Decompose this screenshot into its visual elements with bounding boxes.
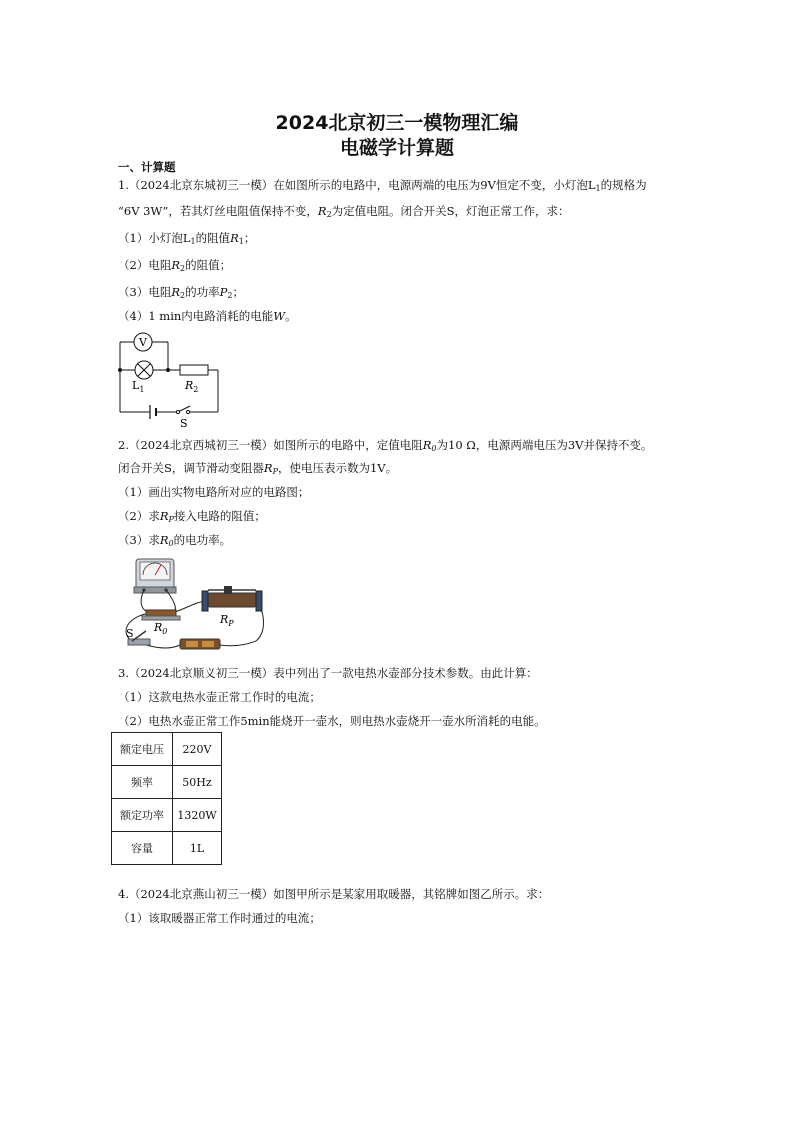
table-cell-key: 额定电压: [112, 733, 173, 766]
svg-text:V: V: [139, 336, 147, 349]
table-row: [112, 733, 222, 766]
q2-line2: 闭合开关S，调节滑动变阻器$R_P$，使电压表示数为1V。: [118, 461, 398, 476]
document-subtitle: 电磁学计算题: [339, 137, 454, 159]
q3-part1: （1）这款电热水壶正常工作时的电流；: [118, 690, 321, 704]
rheostat-device: [202, 586, 262, 611]
table-row: [112, 832, 222, 865]
q4-part1: （1）该取暖器正常工作时通过的电流；: [118, 911, 321, 925]
junction-right: [166, 368, 170, 372]
voltmeter-device: [134, 559, 176, 593]
r0-device: [142, 610, 180, 620]
q1-circuit-diagram: [112, 328, 224, 428]
switch-contact: [176, 410, 179, 413]
rp-label: $R_P$: [220, 613, 234, 628]
table-row: [112, 799, 222, 832]
q2-line1: 2.（2024北京西城初三一模）如图所示的电路中，定值电阻$R_0$为10 Ω，电源两端电压为3V并保持不变。: [118, 438, 653, 453]
table-cell-key: 容量: [112, 832, 173, 865]
table-cell-key: 额定功率: [112, 799, 173, 832]
table-cell-value: 1320W: [173, 799, 222, 832]
switch-label: S: [180, 417, 188, 428]
q1-part4: （4）1 min内电路消耗的电能W。: [118, 309, 297, 323]
table-cell-value: 220V: [173, 733, 222, 766]
document-title: 2024北京初三一模物理汇编: [275, 112, 519, 134]
voltmeter-symbol: [134, 333, 152, 351]
q4-line1: 4.（2024北京燕山初三一模）如图甲所示是某家用取暖器，其铭牌如图乙所示。求：: [118, 887, 550, 901]
q2-part1: （1）画出实物电路所对应的电路图；: [118, 485, 310, 499]
q1-line1: 1.（2024北京东城初三一模）在如图所示的电路中，电源两端的电压为9V恒定不变，小灯泡$L_1$的规格为: [118, 178, 647, 193]
q1-part3: （3）电阻$R_2$的功率$P_2$；: [118, 285, 244, 300]
table-cell-value: 1L: [173, 832, 222, 865]
q1-part1: （1）小灯泡$L_1$的阻值$R_1$；: [118, 231, 256, 246]
q2-part3: （3）求$R_0$的电功率。: [118, 533, 232, 548]
switch-contact: [186, 410, 189, 413]
kettle-spec-table: [111, 732, 222, 865]
r0-label: $R_0$: [154, 621, 168, 636]
table-cell-value: 50Hz: [173, 766, 222, 799]
lamp-label: $L_1$: [132, 379, 145, 394]
q3-part2: （2）电热水壶正常工作5min能烧开一壶水，则电热水壶烧开一壶水所消耗的电能。: [118, 714, 546, 728]
resistor-label: $R_2$: [185, 379, 199, 394]
junction-left: [118, 368, 122, 372]
section-heading: 一、计算题: [118, 160, 176, 174]
table-row: [112, 766, 222, 799]
q2-part2: （2）求$R_P$接入电路的阻值；: [118, 509, 266, 524]
q2-physical-circuit: [116, 553, 276, 655]
battery-device: [180, 639, 220, 649]
q1-line2: “6V 3W”，若其灯丝电阻值保持不变，$R_2$为定值电阻。闭合开关S，灯泡正常工作，求：: [118, 204, 570, 219]
q3-line1: 3.（2024北京顺义初三一模）表中列出了一款电热水壶部分技术参数。由此计算：: [118, 666, 538, 680]
switch-label: S: [126, 627, 134, 640]
q1-part2: （2）电阻$R_2$的阻值；: [118, 258, 232, 273]
lamp-symbol: [135, 361, 153, 379]
table-cell-key: 频率: [112, 766, 173, 799]
resistor-symbol: [180, 365, 208, 375]
